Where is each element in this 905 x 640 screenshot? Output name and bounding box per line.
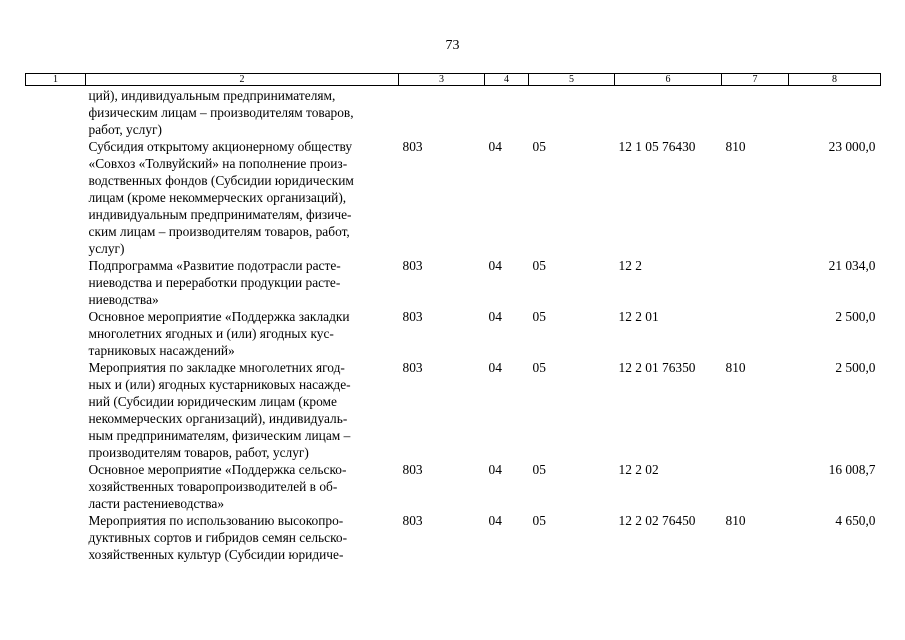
row-number-cell: [26, 461, 86, 512]
expense-type-cell: [722, 257, 789, 308]
ministry-code-cell: 803: [402, 139, 423, 154]
table-row: [26, 308, 881, 359]
table-row: [26, 359, 881, 461]
amount-cell: 2 500,0: [835, 309, 876, 324]
ministry-code-cell: 803: [402, 258, 423, 273]
row-number-cell: [26, 308, 86, 359]
column-header-2: 2: [86, 74, 399, 86]
expense-type-cell: 810: [725, 360, 746, 375]
target-article-cell: 12 2 02: [618, 462, 659, 477]
row-name-cell: Мероприятия по закладке многолетних ягод- ных и (или) ягодных кустарниковых насажде- ний (Субсидии юридическим лицам (кроме некоммерческих организаций), индивидуаль- ным предпринимателям, физическим лицам – производителям товаров, работ, услуг): [88, 360, 351, 460]
column-header-4: 4: [485, 74, 529, 86]
page-number: 73: [445, 38, 460, 53]
section-code-cell: 04: [488, 462, 502, 477]
row-name-cell: Основное мероприятие «Поддержка сельско- хозяйственных товаропроизводителей в об- ласти растениеводства»: [88, 462, 347, 511]
table-row: [26, 512, 881, 563]
section-code-cell: 04: [488, 513, 502, 528]
amount-cell: 2 500,0: [835, 360, 876, 375]
header-row: [26, 74, 881, 86]
budget-table: [25, 73, 881, 563]
row-number-cell: [26, 257, 86, 308]
column-header-8: 8: [789, 74, 881, 86]
section-code-cell: 04: [488, 360, 502, 375]
ministry-code-cell: 803: [402, 360, 423, 375]
section-code-cell: 04: [488, 139, 502, 154]
continued-row: [26, 86, 881, 139]
section-code-cell: 04: [488, 258, 502, 273]
target-article-cell: 12 2 02 76450: [618, 513, 696, 528]
section-code-cell: 04: [488, 309, 502, 324]
column-number-header: [26, 74, 881, 86]
amount-cell: 23 000,0: [828, 139, 876, 154]
row-name-cell: Субсидия открытому акционерному обществу «Совхоз «Толвуйский» на пополнение произ- водственных фондов (Субсидии юридическим лицам (кроме некоммерческих организаций), индивидуальным предпринимателям, физиче- ским лицам – производителям товаров, работ, услуг): [88, 139, 354, 256]
subsection-code-cell: 05: [532, 258, 546, 273]
expense-type-cell: [722, 308, 789, 359]
expense-type-cell: 810: [725, 139, 746, 154]
subsection-code-cell: 05: [532, 513, 546, 528]
subsection-code-cell: 05: [532, 360, 546, 375]
row-number-cell: [26, 512, 86, 563]
target-article-cell: 12 2: [618, 258, 642, 273]
subsection-code-cell: 05: [532, 462, 546, 477]
table-row: [26, 461, 881, 512]
row-number-cell: [26, 359, 86, 461]
row-name-cell: Мероприятия по использованию высокопро- дуктивных сортов и гибридов семян сельско- хозяйственных культур (Субсидии юридиче-: [88, 513, 348, 562]
row-name-cell: Основное мероприятие «Поддержка закладки многолетних ягодных и (или) ягодных кус- тарниковых насаждений»: [88, 309, 350, 358]
column-header-7: 7: [722, 74, 789, 86]
ministry-code-cell: 803: [402, 309, 423, 324]
amount-cell: 21 034,0: [828, 258, 876, 273]
ministry-code-cell: 803: [402, 462, 423, 477]
table-row: [26, 257, 881, 308]
target-article-cell: 12 2 01: [618, 309, 659, 324]
amount-cell: 4 650,0: [835, 513, 876, 528]
amount-cell: 16 008,7: [828, 462, 876, 477]
column-header-6: 6: [615, 74, 722, 86]
target-article-cell: 12 2 01 76350: [618, 360, 696, 375]
row-name-cell: Подпрограмма «Развитие подотрасли расте- ниеводства и переработки продукции расте- ниеводства»: [88, 258, 341, 307]
subsection-code-cell: 05: [532, 309, 546, 324]
continued-name-cell: ций), индивидуальным предпринимателям, физическим лицам – производителям товаров, работ, услуг): [88, 88, 354, 137]
column-header-5: 5: [529, 74, 615, 86]
column-header-3: 3: [399, 74, 485, 86]
expense-type-cell: 810: [725, 513, 746, 528]
ministry-code-cell: 803: [402, 513, 423, 528]
table-row: [26, 138, 881, 257]
row-number-cell: [26, 138, 86, 257]
column-header-1: 1: [26, 74, 86, 86]
subsection-code-cell: 05: [532, 139, 546, 154]
target-article-cell: 12 1 05 76430: [618, 139, 696, 154]
expense-type-cell: [722, 461, 789, 512]
table-body: [26, 86, 881, 564]
